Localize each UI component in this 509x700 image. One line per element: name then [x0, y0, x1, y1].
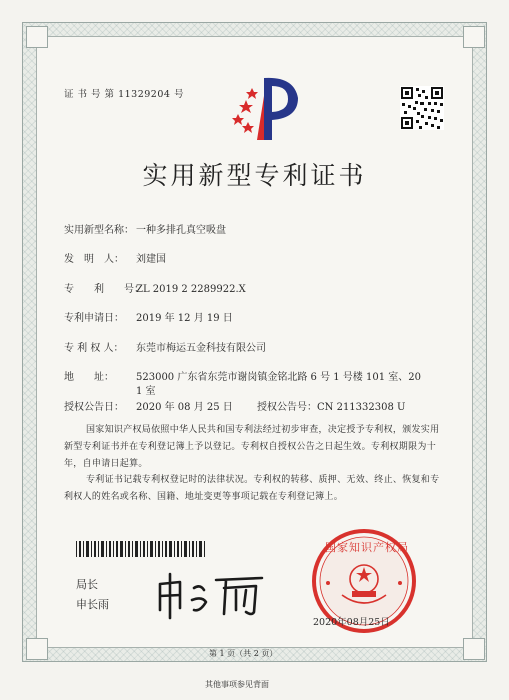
- filing-date-value: 2019 年 12 月 19 日: [136, 313, 233, 324]
- inventor-value: 刘建国: [136, 254, 166, 265]
- grant-date-row: [64, 398, 233, 413]
- filing-date-label: 专利申请日：: [64, 313, 124, 324]
- corner-ornament: [463, 638, 485, 660]
- seal-text: 国家知识产权局: [325, 541, 409, 554]
- address-row: [64, 368, 421, 383]
- address-value-line1: 523000 广东省东莞市谢岗镇金铭北路 6 号 1 号楼 101 室、20: [136, 372, 421, 383]
- patentee-value: 东莞市梅运五金科技有限公司: [136, 343, 266, 354]
- corner-ornament: [463, 26, 485, 48]
- corner-ornament: [26, 26, 48, 48]
- director-signature-icon: [150, 570, 270, 620]
- patentee-label: 专 利 权 人：: [64, 343, 124, 354]
- inventor-label: 发 明 人：: [64, 254, 124, 265]
- corner-ornament: [26, 638, 48, 660]
- address-label: 地 址：: [64, 372, 114, 383]
- utility-model-name-value: 一种多排孔真空吸盘: [136, 225, 226, 236]
- patent-number-row: [64, 280, 246, 295]
- barcode-icon: [76, 541, 206, 557]
- certificate-title: 实用新型专利证书: [142, 161, 367, 190]
- patent-number-label: 专 利 号：: [64, 284, 144, 295]
- qr-code-icon: [400, 86, 444, 130]
- grant-number-label: 授权公告号：: [257, 402, 317, 413]
- grant-number-value: CN 211332308 U: [317, 402, 406, 413]
- director-title: 局长: [76, 578, 98, 591]
- cnipa-logo-icon: [224, 70, 308, 144]
- grant-number-row: [257, 398, 405, 413]
- patentee-row: [64, 339, 266, 354]
- grant-date-label: 授权公告日：: [64, 402, 124, 413]
- address-value-line2: 1 室: [136, 386, 156, 397]
- seal-date: 2020年08月25日: [313, 617, 390, 628]
- legal-paragraph-2: 专利证书记载专利权登记时的法律状况。专利权的转移、质押、无效、终止、恢复和专利权人的姓名或名称、国籍、地址变更等事项记载在专利登记簿上。: [64, 475, 440, 502]
- certificate-number: 证 书 号 第 11329204 号: [64, 89, 184, 100]
- footer-note: 其他事项参见背面: [205, 680, 269, 689]
- page-indicator: 第 1 页（共 2 页）: [209, 649, 278, 658]
- director-name: 申长雨: [76, 598, 109, 611]
- inventor-row: [64, 250, 166, 265]
- utility-model-name-row: [64, 221, 226, 236]
- utility-model-name-label: 实用新型名称：: [64, 225, 134, 236]
- filing-date-row: [64, 309, 233, 324]
- legal-paragraph-1: 国家知识产权局依照中华人民共和国专利法经过初步审查，决定授予专利权，颁发实用新型专利证书并在专利登记簿上予以登记。专利权自授权公告之日起生效。专利权期限为十年，自申请日起算。: [64, 425, 440, 469]
- grant-date-value: 2020 年 08 月 25 日: [136, 402, 233, 413]
- patent-number-value: ZL 2019 2 2289922.X: [136, 284, 246, 295]
